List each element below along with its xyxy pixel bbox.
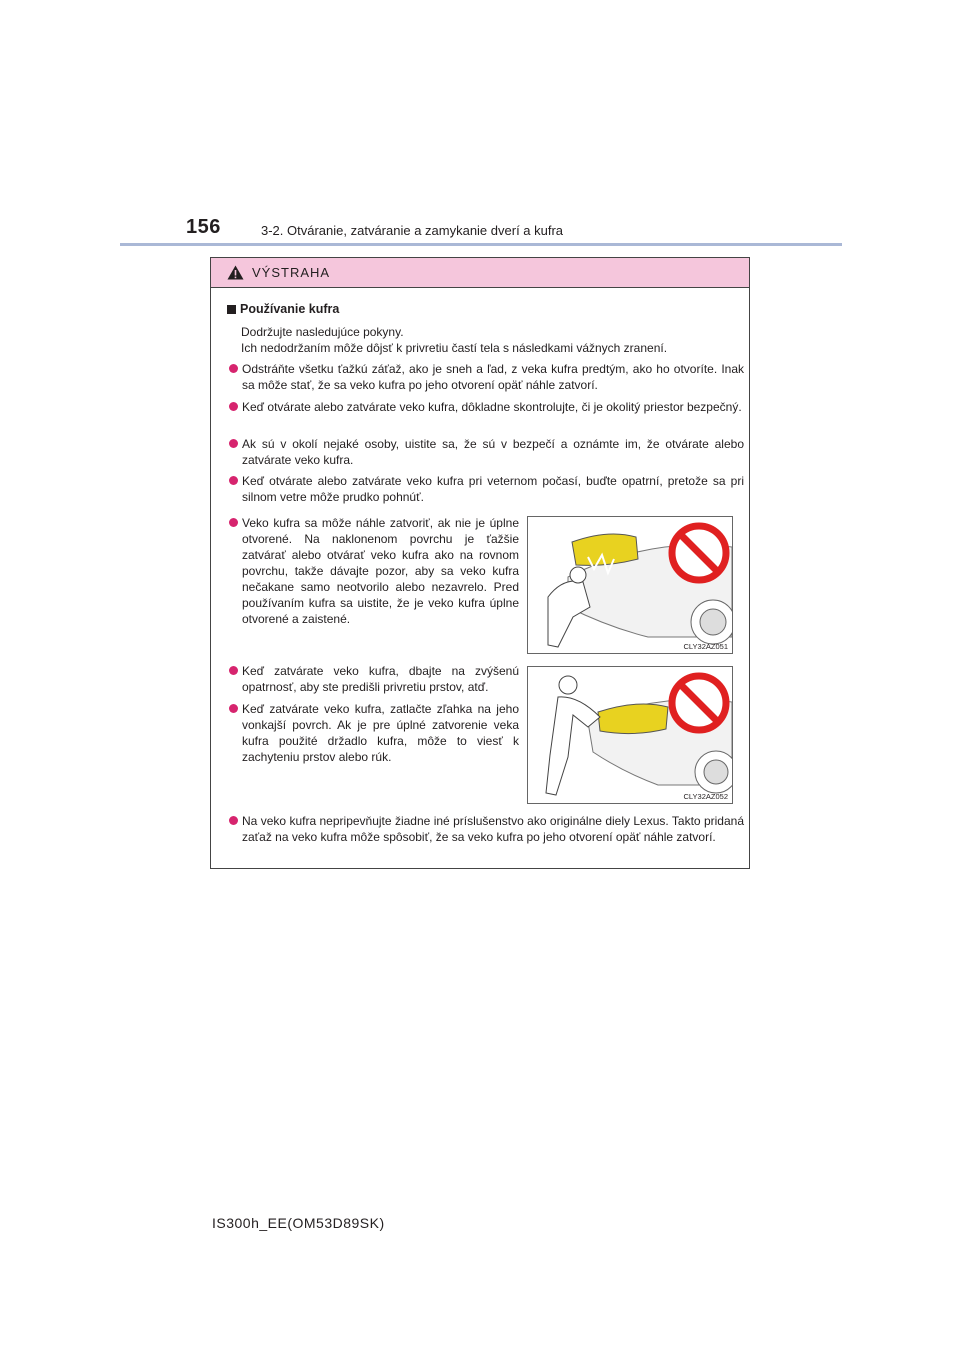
warning-title: VÝSTRAHA (252, 265, 331, 280)
bullet-icon (229, 518, 238, 527)
trunk-closing-illustration (528, 517, 732, 653)
bullet-text: Veko kufra sa môže náhle zatvoriť, ak nie je úplne otvorené. Na naklonenom povrchu je ťažšie zatvárať alebo otvárať veko kufra ako na rovnom povrchu, takže dávajte pozor, aby sa veko kufra nečakane samo neotvorilo alebo nezavrelo. Pred používaním kufra sa uistite, že je veko kufra úplne otvorené a zaistené. (242, 516, 519, 626)
bullet-icon (229, 704, 238, 713)
bullet-icon (229, 816, 238, 825)
list-item (229, 473, 744, 505)
bullet-icon (229, 476, 238, 485)
bullet-text: Ak sú v okolí nejaké osoby, uistite sa, že sú v bezpečí a oznámte im, že otvárate alebo zatvárate veko kufra. (242, 437, 744, 467)
list-item (229, 399, 744, 415)
subheading-text: Používanie kufra (240, 302, 340, 316)
document-id: IS300h_EE(OM53D89SK) (212, 1215, 385, 1231)
list-item (229, 436, 744, 468)
bullet-text: Keď zatvárate veko kufra, zatlačte zľahka na jeho vonkajší povrch. Ak je pre úplné zatvorenie veka kufra použité držadlo kufra, môže to viesť k zachyteniu prstov alebo rúk. (242, 702, 519, 764)
trunk-illustration-1 (527, 516, 733, 654)
subheading (227, 302, 339, 316)
bullet-text: Keď zatvárate veko kufra, dbajte na zvýšenú opatrnosť, aby ste predišli privretiu prstov, atď. (242, 664, 519, 694)
intro-line-1: Dodržujte nasledujúce pokyny. (241, 325, 404, 339)
bullet-icon (229, 666, 238, 675)
list-item (229, 515, 519, 627)
warning-box (210, 257, 750, 869)
bullet-icon (229, 439, 238, 448)
illustration-code: CLY32AZ052 (683, 792, 728, 801)
bullet-text: Na veko kufra nepripevňujte žiadne iné príslušenstvo ako originálne diely Lexus. Takto pridaná zaťaž na veko kufra môže spôsobiť, že sa veko kufra po jeho otvorení opäť náhle zatvorí. (242, 814, 744, 844)
list-item (229, 813, 744, 845)
square-bullet-icon (227, 305, 236, 314)
section-title: 3-2. Otváranie, zatváranie a zamykanie dverí a kufra (261, 223, 564, 238)
bullet-text: Odstráňte všetku ťažkú záťaž, ako je sneh a ľad, z veka kufra predtým, ako ho otvoríte. Inak sa môže stať, že sa veko kufra po jeho otvorení opäť náhle zatvorí. (242, 362, 744, 392)
list-item (229, 701, 519, 765)
bullet-icon (229, 402, 238, 411)
page-number: 156 (186, 216, 221, 238)
bullet-icon (229, 364, 238, 373)
trunk-illustration-2 (527, 666, 733, 804)
header-rule (120, 243, 842, 246)
bullet-text: Keď otvárate alebo zatvárate veko kufra, dôkladne skontrolujte, či je okolitý priestor bezpečný. (242, 400, 742, 414)
intro-line-2: Ich nedodržaním môže dôjsť k privretiu častí tela s následkami vážnych zranení. (241, 341, 668, 355)
list-item (229, 361, 744, 393)
illustration-code: CLY32AZ051 (683, 642, 728, 651)
warning-triangle-icon (227, 265, 244, 280)
finger-pinch-illustration (528, 667, 732, 803)
list-item (229, 663, 519, 695)
bullet-text: Keď otvárate alebo zatvárate veko kufra pri veternom počasí, buďte opatrní, pretože sa pri silnom vetre môže prudko pohnúť. (242, 474, 744, 504)
warning-header (211, 258, 749, 288)
